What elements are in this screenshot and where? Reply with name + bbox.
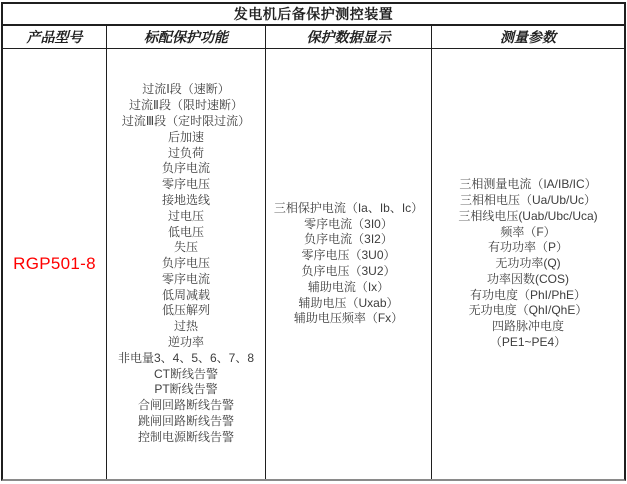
list-item: PT断线告警 bbox=[154, 382, 218, 397]
list-item: 逆功率 bbox=[167, 335, 204, 350]
list-item: 低周减载 bbox=[161, 287, 210, 302]
list-item: 三相测量电流（IA/IB/IC） bbox=[459, 177, 597, 192]
list-item: 后加速 bbox=[167, 129, 204, 144]
list-item: 无功电度（QhI/QhE） bbox=[468, 303, 588, 318]
column-header-product-model: 产品型号 bbox=[3, 26, 107, 48]
list-item: 低压解列 bbox=[161, 303, 210, 318]
list-item: 辅助电流（Ix） bbox=[307, 279, 390, 294]
column-header-measurement-parameters: 测量参数 bbox=[500, 29, 556, 45]
list-item: 零序电压 bbox=[161, 177, 210, 192]
cell-protection-functions bbox=[107, 49, 266, 479]
list-item: 低电压 bbox=[167, 224, 204, 239]
column-header-protection-data-display: 保护数据显示 bbox=[266, 26, 432, 48]
list-item: 过流Ⅲ段（定时限过流） bbox=[121, 113, 251, 128]
cell-protection-data-display bbox=[266, 49, 432, 479]
list-item: 负序电流 bbox=[161, 161, 210, 176]
list-item: 失压 bbox=[173, 240, 198, 255]
list-item: 辅助电压频率（Fx） bbox=[293, 311, 404, 326]
list-item: 零序电流 bbox=[161, 271, 210, 286]
list-item: 负序电压（3U2） bbox=[301, 264, 396, 278]
list-item: 辅助电压（Uxab） bbox=[298, 295, 399, 310]
product-model: RGP501-8 bbox=[13, 254, 96, 274]
header-row bbox=[3, 26, 624, 49]
list-item: 有功电度（PhI/PhE） bbox=[469, 287, 587, 302]
list-item: 负序电流（3I2） bbox=[304, 232, 393, 247]
list-item: 零序电流（3I0） bbox=[304, 216, 393, 231]
list-item: 三相线电压(Uab/Ubc/Uca) bbox=[458, 208, 598, 223]
list-item: 功率因数(COS) bbox=[487, 271, 569, 286]
column-header-protection-functions: 标配保护功能 bbox=[107, 26, 266, 48]
list-item: 合闸回路断线告警 bbox=[137, 398, 234, 413]
list-item: 非电量3、4、5、6、7、8 bbox=[117, 350, 255, 365]
list-item: 跳闸回路断线告警 bbox=[137, 414, 234, 429]
cell-measurement-parameters bbox=[432, 49, 624, 479]
list-item: CT断线告警 bbox=[154, 366, 218, 381]
list-item: 无功功率(Q) bbox=[495, 256, 561, 271]
list-item: 控制电源断线告警 bbox=[137, 429, 234, 444]
list-item: 过热 bbox=[173, 319, 198, 334]
list-item: 过流Ⅰ段（速断） bbox=[142, 82, 230, 97]
table-title: 发电机后备保护测控装置 bbox=[3, 4, 624, 26]
spec-table bbox=[1, 2, 626, 481]
list-item: 频率（F） bbox=[500, 224, 556, 239]
list-item: （PE1~PE4） bbox=[489, 335, 567, 350]
list-item: 三相保护电流（Ia、Ib、Ic） bbox=[273, 200, 424, 215]
list-item: 过负荷 bbox=[167, 145, 204, 160]
list-item: 四路脉冲电度 bbox=[491, 319, 564, 334]
list-item: 有功功率（P） bbox=[487, 240, 568, 255]
cell-product-model bbox=[3, 49, 107, 479]
list-item: 负序电压 bbox=[161, 256, 210, 271]
list-item: 过电压 bbox=[167, 208, 204, 223]
data-row bbox=[3, 49, 624, 479]
list-item: 零序电压（3U0） bbox=[301, 248, 396, 263]
list-item: 三相相电压（Ua/Ub/Uc） bbox=[459, 192, 596, 207]
list-item: 接地选线 bbox=[161, 192, 210, 207]
list-item: 过流Ⅱ段（限时速断） bbox=[129, 98, 243, 113]
